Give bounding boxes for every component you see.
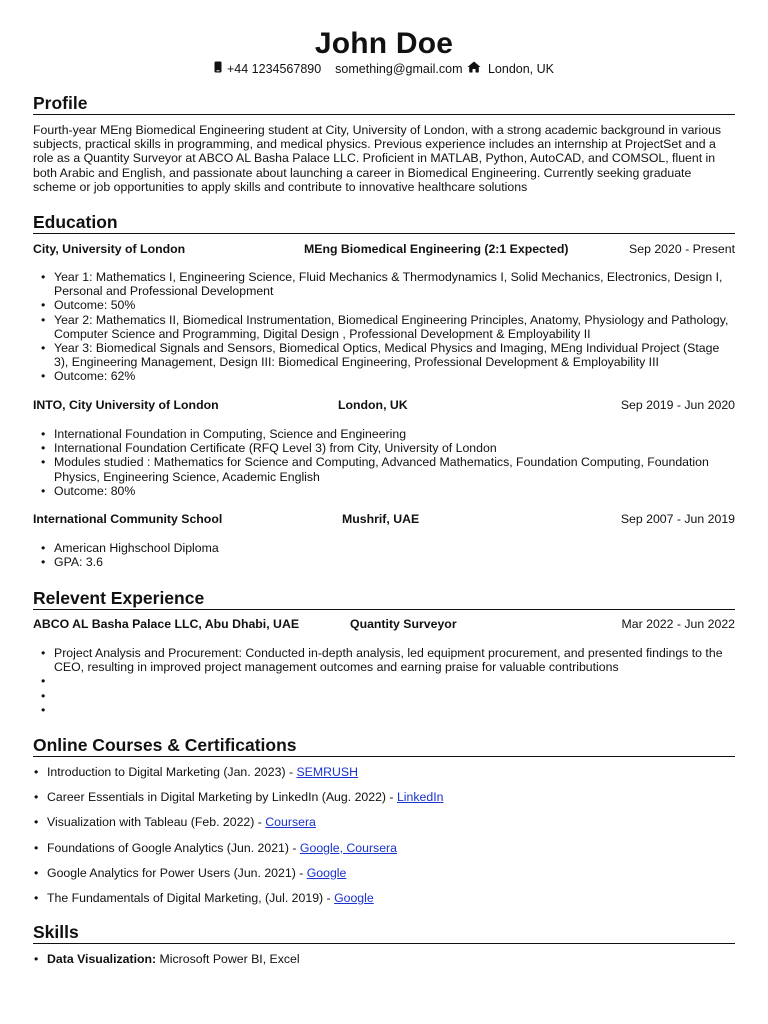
list-item: • Year 3: Biomedical Signals and Sensors, Biomedical Optics, Medical Physics and Imaging, MEng Individual Project (Stage 3), Engineering Management, Design III: Biomedical Engineering, Professional Development & Employability III [54,341,735,369]
institution-name: City, University of London [33,242,186,256]
phone-text[interactable]: +44 1234567890 [226,61,322,76]
course-text: Foundations of Google Analytics (Jun. 2021) - [47,840,300,855]
education-bullets [54,427,735,498]
location-text: London, UK [487,61,554,76]
course-link[interactable]: Google, Coursera [299,840,397,855]
course-item [47,890,735,915]
course-item [47,814,735,839]
course-item [47,789,735,814]
courses-list [47,764,735,915]
course-text: Google Analytics for Power Users (Jun. 2021) - [47,865,307,880]
list-item: • Outcome: 62% [54,369,735,383]
education-bullets [54,270,735,384]
course-link[interactable]: Coursera [265,815,316,830]
contact-phone [214,61,321,76]
list-item: • Modules studied : Mathematics for Science and Computing, Advanced Mathematics, Foundation Computing, Foundation Physics, Engineering Science, Academic English [54,455,735,483]
date-range: Sep 2020 - Present [629,242,735,256]
course-item [47,764,735,789]
list-item: • International Foundation Certificate (RFQ Level 3) from City, University of London [54,441,735,455]
institution-name: INTO, City University of London [33,398,219,412]
list-item-empty [54,703,735,717]
list-item-empty [54,689,735,703]
degree-title: MEng Biomedical Engineering (2:1 Expected) [304,242,569,256]
list-item: • Outcome: 80% [54,484,735,498]
education-entry-header [33,241,735,257]
course-link[interactable]: LinkedIn [396,790,444,805]
experience-heading: Relevent Experience [33,588,735,610]
courses-heading: Online Courses & Certifications [33,735,735,757]
institution-name: International Community School [33,512,223,526]
course-text: Career Essentials in Digital Marketing by LinkedIn (Aug. 2022) - [47,790,397,805]
list-item: • International Foundation in Computing, Science and Engineering [54,427,735,441]
contact-email [335,62,462,76]
skill-value: Microsoft Power BI, Excel [159,952,300,966]
list-item: • Year 2: Mathematics II, Biomedical Instrumentation, Biomedical Engineering Principles, Anatomy, Physiology and Pathology, Computer Science and Programming, Digital Design , Professional Development & Employability II [54,313,735,341]
course-link[interactable]: Google [334,890,374,905]
education-bullets [54,541,735,569]
skills-heading: Skills [33,922,735,944]
education-heading: Education [33,212,735,234]
experience-entry-header [33,616,735,632]
skill-label: Data Visualization: [47,952,157,966]
contact-location [466,61,554,76]
education-entry-header [33,397,735,413]
date-range: Sep 2007 - Jun 2019 [620,512,735,526]
list-item: • Outcome: 50% [54,298,735,312]
phone-icon [214,61,222,76]
education-entry-header [33,511,735,527]
institution-location: London, UK [338,398,408,412]
profile-text: Fourth-year MEng Biomedical Engineering student at City, University of London, with a strong academic background in various subjects, practical skills in programming, and medical physics. Previous experience includes an internship at ProjectSet and a role as a Quantity Surveyor at ABCO AL Basha Palace LLC. Proficient in MATLAB, Python, AutoCAD, and COMSOL, fluent in both Arabic and English, and passionate about launching a career in Biomedical Engineering. Currently seeking graduate scheme or job opportunities to apply skills and contribute to innovative healthcare solutions [33,123,722,194]
list-item: • Project Analysis and Procurement: Conducted in-depth analysis, led equipment procurement, and presented findings to the CEO, resulting in improved project management outcomes and earning praise for valuable contributions [54,646,735,674]
list-item: • GPA: 3.6 [54,555,735,569]
date-range: Mar 2022 - Jun 2022 [621,617,735,631]
institution-location: Mushrif, UAE [342,512,420,526]
course-link[interactable]: SEMRUSH [296,765,358,779]
list-item: • American Highschool Diploma [54,541,735,555]
list-item: • Year 1: Mathematics I, Engineering Science, Fluid Mechanics & Thermodynamics I, Solid Mechanics, Electronics, Design I, Personal and Professional Development [54,270,735,298]
email-text[interactable]: something@gmail.com [335,62,463,76]
list-item-empty [54,674,735,688]
course-link[interactable]: Google [306,865,347,880]
job-role: Quantity Surveyor [350,617,457,631]
course-item [47,865,735,890]
date-range: Sep 2019 - Jun 2020 [620,398,735,412]
course-text: The Fundamentals of Digital Marketing, (Jul. 2019) - [47,890,335,905]
profile-heading: Profile [33,93,735,115]
home-icon [467,61,481,76]
experience-bullets [54,646,735,717]
course-text: Introduction to Digital Marketing (Jan. 2023) - [47,765,297,779]
course-text: Visualization with Tableau (Feb. 2022) - [47,815,266,830]
course-item [47,840,735,865]
contact-line [33,61,735,76]
company-name: ABCO AL Basha Palace LLC, Abu Dhabi, UAE [33,617,300,631]
skill-item [47,951,735,967]
candidate-name: John Doe [314,27,454,60]
